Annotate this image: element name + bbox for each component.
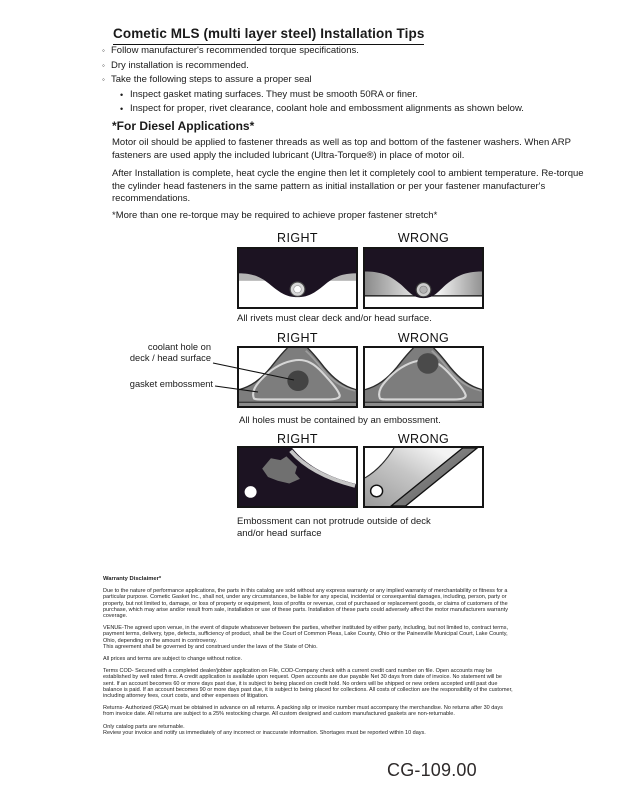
- embossment-protruding-image: [365, 448, 482, 506]
- rivet-right-diagram: [237, 247, 358, 309]
- annotation-line2: deck / head surface: [129, 352, 211, 363]
- row3-caption: [237, 516, 467, 539]
- list-item: [102, 61, 582, 71]
- warranty-heading: Warranty Disclaimer*: [103, 576, 162, 582]
- list-item: [102, 46, 582, 56]
- list-item: [102, 104, 582, 114]
- tip-text: Take the following steps to assure a proper seal: [111, 74, 312, 86]
- rivet-buried-image: [365, 249, 482, 307]
- wrong-label: WRONG: [397, 432, 450, 446]
- tip-text: Inspect gasket mating surfaces. They must be smooth 50RA or finer.: [130, 88, 418, 100]
- coolant-hole-right-diagram: [237, 346, 358, 408]
- catalog-parts-paragraph: [103, 724, 515, 736]
- wrong-label: WRONG: [397, 331, 450, 345]
- coolant-hole-annotation: [110, 342, 211, 364]
- circle-bullet-icon: ◦: [102, 60, 105, 70]
- dot-bullet-icon: •: [120, 89, 124, 100]
- venue-text: VENUE-The agreed upon venue, in the event of dispute whatsoever between the parties, whether instituted by either party, including, but not limited to, contract terms, payment terms, delivery, type, defects, sufficiency of product, shall be the Court of Common Pleas, Lake County, Ohio or the Painesville Municipal Court, Lake County, Ohio, depending on the amount in controversy.: [103, 625, 508, 644]
- tip-text: Follow manufacturer's recommended torque specifications.: [111, 45, 359, 56]
- rivet-clear-image: [239, 249, 356, 307]
- warranty-paragraph: Due to the nature of performance applications, the parts in this catalog are sold without any express warranty or any implied warranty of merchantability or fitness for a particular purpose. Cometic Gasket Inc., shall not, under any circumstances, be liable for any special, incidental or consequential damages, including, person, party or property, but not limited to, damage, or loss of property or equipment, loss of profits or revenue, cost of purchased or replacement goods, or claims of customers of the purchase, which may arise and/or result from sale, installation or use of these parts. Installation of these parts could adversely affect the motor manufacturers warranty coverage.: [103, 588, 508, 620]
- gasket-embossment-annotation: gasket embossment: [129, 379, 213, 389]
- coolant-hole-wrong-diagram: [363, 346, 484, 408]
- list-item: [102, 75, 582, 85]
- row2-caption: All holes must be contained by an embossment.: [239, 415, 441, 426]
- embossment-right-diagram: [237, 446, 358, 508]
- row3-caption-line1: Embossment can not protrude outside of deck: [237, 516, 431, 527]
- embossment-wrong-diagram: [363, 446, 484, 508]
- annotation-line1: coolant hole on: [147, 342, 211, 352]
- tip-text: Dry installation is recommended.: [111, 59, 249, 71]
- installation-tips-list: [102, 46, 582, 119]
- prices-terms-paragraph: All prices and terms are subject to change without notice.: [103, 656, 243, 663]
- dot-bullet-icon: •: [120, 104, 124, 115]
- venue-paragraph: [103, 625, 515, 650]
- list-item: [102, 90, 582, 100]
- rivet-wrong-diagram: [363, 247, 484, 309]
- wrong-label: WRONG: [397, 231, 450, 245]
- circle-bullet-icon: ◦: [102, 75, 105, 85]
- retorque-paragraph: After Installation is complete, heat cycle the engine then let it completely cool to ambient temperature. Re-torque the cylinder head fasteners in the same pattern as initial installation or per your fastener manufacturer's recommendations.: [112, 168, 584, 205]
- warranty-disclaimer: [103, 576, 515, 742]
- circle-bullet-icon: ◦: [102, 46, 105, 55]
- returnable-text: Only catalog parts are returnable.: [103, 723, 185, 730]
- page-title: Cometic MLS (multi layer steel) Installation Tips: [113, 26, 424, 45]
- row1-caption: All rivets must clear deck and/or head surface.: [237, 313, 432, 324]
- page-code: CG-109.00: [387, 760, 477, 780]
- retorque-note: *More than one re-torque may be required to achieve proper fastener stretch*: [112, 210, 438, 221]
- embossment-inside-image: [239, 448, 356, 506]
- terms-cod-paragraph: Terms COD- Secured with a completed dealer/jobber application on File, COD-Company check with a current credit card number on file. Open accounts may be established by well rated firms. A credit application is available upon request. Open accounts are due payable Net 30 days from date of invoice. No statement will be sent. If an account becomes 60 or more days past due, it is subject to being placed on credit hold. No orders will be shipped or new orders accepted until past due balance is paid. If an account becomes 90 or more days past due, it is subject to being placed for collections. All costs of collection are the responsibility of the customer, including attorney fees, court costs, and other expenses of litigation.: [103, 668, 513, 700]
- tip-text: Inspect for proper, rivet clearance, coolant hole and embossment alignments as shown below.: [130, 103, 524, 115]
- diesel-paragraph: Motor oil should be applied to fastener threads as well as top and bottom of the fastener washers. When ARP fasteners are used apply the included lubricant (Ultra-Torque®) in place of motor oil.: [112, 137, 571, 161]
- hole-outside-image: [365, 348, 482, 406]
- governing-law-text: This agreement shall be governed by and construed under the laws of the State of Ohio.: [103, 643, 318, 650]
- right-label: RIGHT: [277, 331, 318, 345]
- hole-contained-image: [239, 348, 356, 406]
- diesel-applications-heading: *For Diesel Applications*: [112, 119, 255, 133]
- row3-caption-line2: and/or head surface: [237, 527, 322, 539]
- right-label: RIGHT: [277, 231, 318, 245]
- right-label: RIGHT: [277, 432, 318, 446]
- review-invoice-text: Review your invoice and notify us immediately of any incorrect or inaccurate information. Shortages must be reported within 10 days.: [103, 729, 426, 736]
- returns-paragraph: Returns- Authorized (RGA) must be obtained in advance on all returns. A packing slip or invoice number must accompany the merchandise. No returns after 30 days from invoice date. All returns are subject to a 25% restocking charge. All custom designed and custom manufactured gaskets are non-returnable.: [103, 705, 503, 718]
